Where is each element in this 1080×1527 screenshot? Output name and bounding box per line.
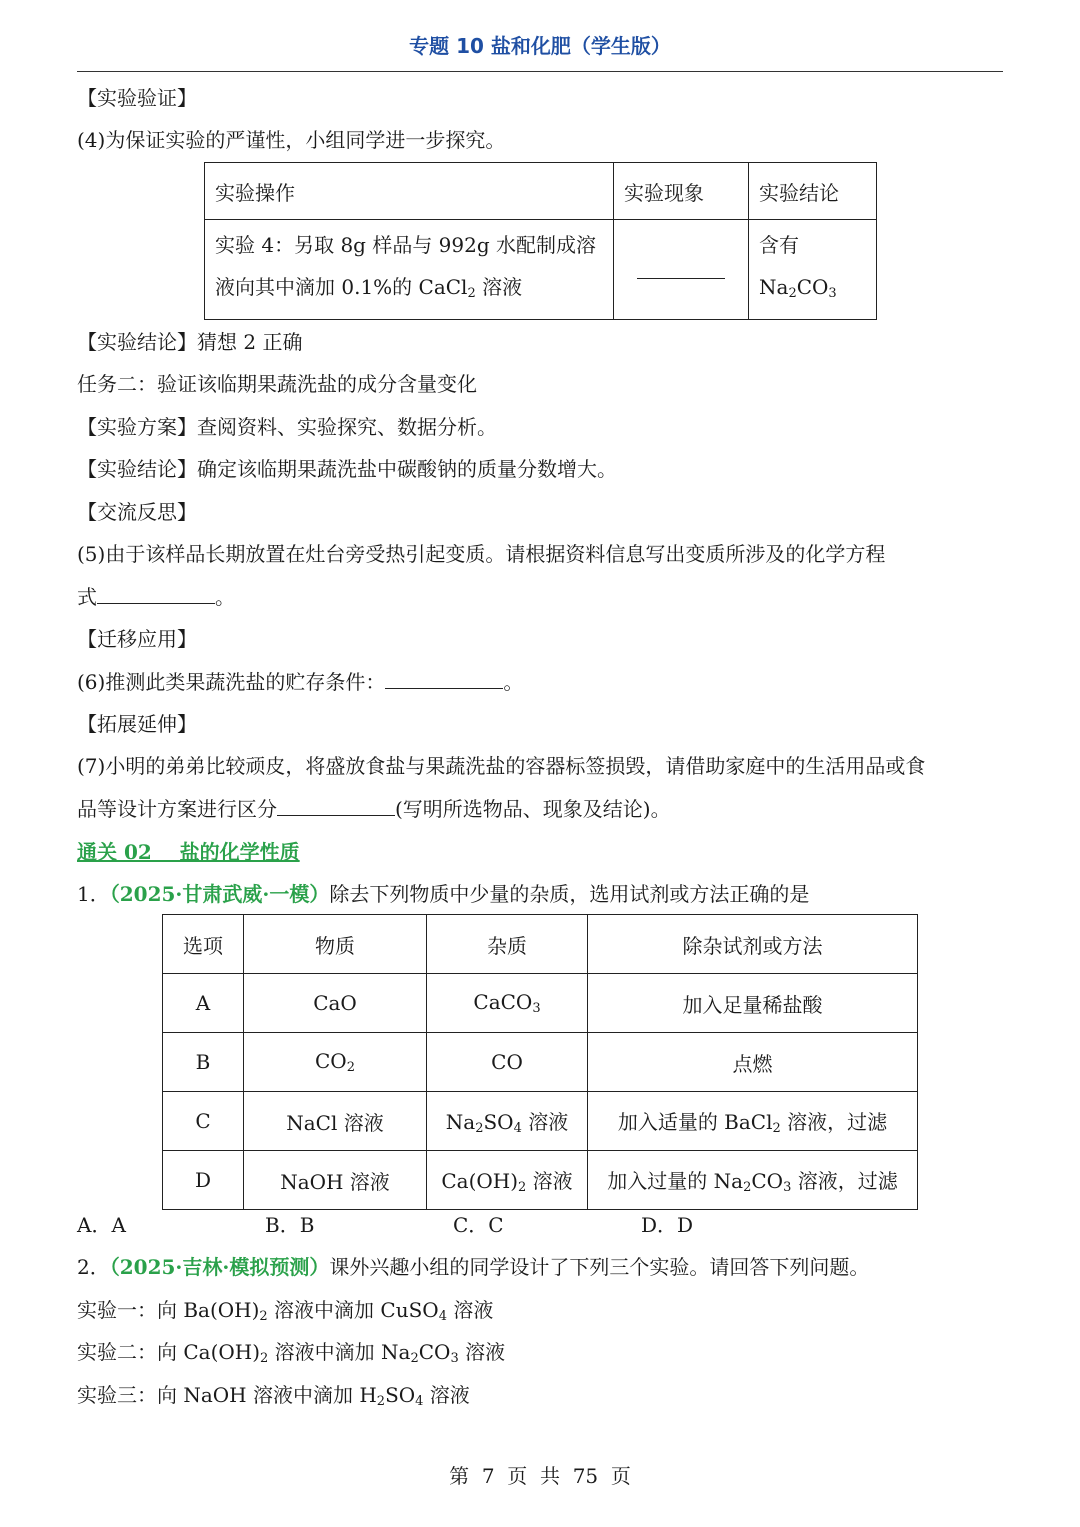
q2-experiment-3: 实验三：向 NaOH 溶液中滴加 $H_2SO_4$ 溶液 — [77, 1383, 470, 1409]
extend-heading: 【拓展延伸】 — [77, 712, 197, 736]
question-7-line2: 品等设计方案进行区分 (写明所选物品、现象及结论)。 — [77, 797, 671, 821]
q1-header-option: 选项 — [163, 915, 244, 974]
section-title: 通关 02 盐的化学性质 — [77, 840, 300, 864]
q1-source: （2025·甘肃武威·一模） — [109, 882, 330, 906]
question-6-answer-blank[interactable] — [385, 668, 503, 689]
header-rule — [77, 71, 1003, 72]
apply-heading: 【迁移应用】 — [77, 627, 197, 651]
question-6: (6)推测此类果蔬洗盐的贮存条件： 。 — [77, 670, 524, 694]
q1-option-a[interactable]: A．A — [77, 1213, 126, 1237]
conclusion-1: 【实验结论】猜想 2 正确 — [77, 330, 303, 354]
experiment-table-header-op: 实验操作 — [205, 163, 614, 220]
q1-header-impurity: 杂质 — [427, 915, 588, 974]
q1-table — [162, 914, 918, 1210]
question-5-answer-blank[interactable] — [97, 583, 215, 604]
question-5-line1: (5)由于该样品长期放置在灶台旁受热引起变质。请根据资料信息写出变质所涉及的化学方程 — [77, 542, 886, 566]
table-row: B $CO_2$ CO 点燃 — [163, 1033, 918, 1092]
experiment-4-phenomenon-blank[interactable] — [614, 220, 749, 320]
q2-experiment-2: 实验二：向 $Ca(OH)_2$ 溶液中滴加 $Na_2CO_3$ 溶液 — [77, 1340, 506, 1366]
question-5-line2: 式 。 — [77, 585, 235, 609]
q2-stem: 2．（2025·吉林·模拟预测）课外兴趣小组的同学设计了下列三个实验。请回答下列问题。 — [77, 1255, 870, 1279]
q1-option-d[interactable]: D．D — [641, 1213, 694, 1237]
page-header-title: 专题 10 盐和化肥（学生版） — [409, 34, 671, 58]
conclusion-2: 【实验结论】确定该临期果蔬洗盐中碳酸钠的质量分数增大。 — [77, 457, 617, 481]
experiment-table-header-phenomenon: 实验现象 — [614, 163, 749, 220]
q1-option-b[interactable]: B．B — [265, 1213, 315, 1237]
q1-stem: 1．（2025·甘肃武威·一模）除去下列物质中少量的杂质，选用试剂或方法正确的是 — [77, 882, 810, 906]
experiment-4-operation — [205, 220, 614, 320]
task-2: 任务二：验证该临期果蔬洗盐的成分含量变化 — [77, 372, 477, 396]
question-7-line1: (7)小明的弟弟比较顽皮，将盛放食盐与果蔬洗盐的容器标签损毁，请借助家庭中的生活用品或食 — [77, 754, 926, 778]
question-4: (4)为保证实验的严谨性，小组同学进一步探究。 — [77, 128, 506, 152]
table-row: D NaOH 溶液 $Ca(OH)_2$ 溶液 加入过量的 $Na_2CO_3$ 溶液，过滤 — [163, 1151, 918, 1210]
page-footer: 第 7 页 共 75 页 — [449, 1464, 631, 1488]
verify-heading: 【实验验证】 — [77, 86, 197, 110]
experiment-4-op-line1: 实验 4：另取 8g 样品与 992g 水配制成溶 — [215, 233, 597, 257]
q2-experiment-1: 实验一：向 $Ba(OH)_2$ 溶液中滴加 CuSO$_4$ 溶液 — [77, 1298, 494, 1324]
experiment-4-conclusion: 含有 $Na_2CO_3$ — [749, 220, 877, 320]
q1-header-method: 除杂试剂或方法 — [588, 915, 918, 974]
q1-options — [77, 1211, 829, 1239]
q1-option-c[interactable]: C．C — [453, 1213, 504, 1237]
table-row: C NaCl 溶液 $Na_2SO_4$ 溶液 加入适量的 BaCl$_2$ 溶液，过滤 — [163, 1092, 918, 1151]
plan: 【实验方案】查阅资料、实验探究、数据分析。 — [77, 415, 497, 439]
q2-source: （2025·吉林·模拟预测） — [109, 1255, 330, 1279]
question-7-answer-blank[interactable] — [277, 795, 395, 816]
experiment-4-op-line2: 液向其中滴加 0.1%的 CaCl$_2$ 溶液 — [215, 275, 523, 301]
reflect-heading: 【交流反思】 — [77, 500, 197, 524]
table-row: A CaO CaCO$_3$ 加入足量稀盐酸 — [163, 974, 918, 1033]
experiment-table — [204, 162, 877, 320]
experiment-table-header-conclusion: 实验结论 — [749, 163, 877, 220]
q1-header-substance: 物质 — [244, 915, 427, 974]
